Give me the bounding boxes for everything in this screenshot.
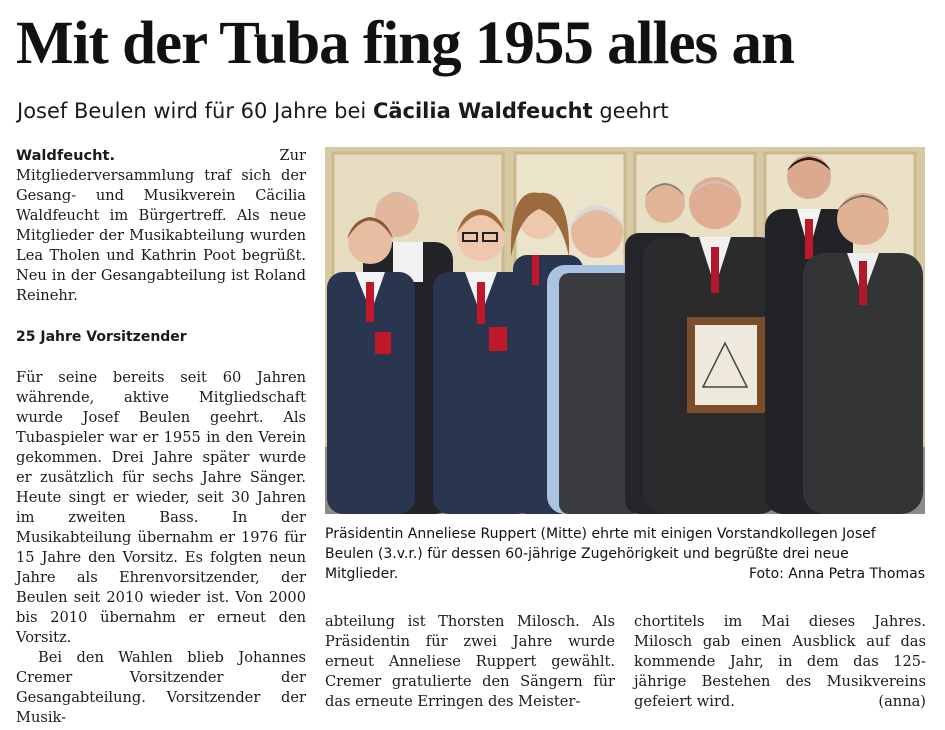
election-paragraph: Bei den Wahlen blieb Johannes Cremer Vorsitzender der Gesangabteilung. Vorsitzender der Musik- [16,649,306,726]
subheadline-club-name: Cäcilia Waldfeucht [372,99,593,123]
section-subhead: 25 Jahre Vorsitzender [16,329,187,345]
intro-paragraph [16,146,306,306]
column-2-paragraph: abteilung ist Thorsten Milosch. Als Präsidentin für zwei Jahre wurde erneut Anneliese Ruppert gewählt. Cremer gratulierte den Sängern für das erneute Erringen des Meister- [325,613,615,710]
column-3-paragraph [634,612,926,712]
article-column-2 [325,612,615,712]
group-photo [325,147,925,514]
photo-caption [325,524,925,584]
subheadline [17,96,917,126]
article-column-1 [16,146,306,728]
headline: Mit der Tuba fing 1955 alles an [16,10,794,77]
subheadline-end: geehrt [592,99,669,123]
intro-text: Zur Mitgliederversammlung traf sich der Gesang- und Musikverein Cäcilia Waldfeucht im Bürgertreff. Als neue Mitglieder der Musikabteilung wurden Lea Tholen und Kathrin Poot begrüßt. Neu in der Gesangabteilung ist Roland Reinehr. [16,147,306,304]
author-signature: (anna) [878,693,926,710]
honor-paragraph: Für seine bereits seit 60 Jahren währende, aktive Mitgliedschaft wurde Josef Beulen geehrt. Als Tubaspieler war er 1955 in den Verein gekommen. Drei Jahre später wurde er zusätzlich für sechs Jahre Sänger. Heute singt er wieder, seit 30 Jahren im zweiten Bass. In der Musikabteilung übernahm er 1976 für 15 Jahre den Vorsitz. Es folgten neun Jahre als Ehrenvorsitzender, der Beulen seit 2010 wieder ist. Von 2000 bis 2010 übernahm er erneut den Vorsitz. [16,369,306,646]
article-column-3 [634,612,926,712]
photo-credit: Foto: Anna Petra Thomas [748,566,925,582]
caption-text: Präsidentin Anneliese Ruppert (Mitte) ehrte mit einigen Vorstandkollegen Josef Beulen (3.v.r.) für dessen 60-jährige Zugehörigkeit und begrüßte drei neue Mitglieder. [325,526,876,582]
dateline: Waldfeucht. [16,147,116,164]
column-3-text: chortitels im Mai dieses Jahres. Milosch gab einen Ausblick auf das kommende Jahr, in dem das 125-jährige Bestehen des Musikvereins gefeiert wird. [634,613,926,710]
subheadline-text: Josef Beulen wird für 60 Jahre bei [17,99,373,123]
